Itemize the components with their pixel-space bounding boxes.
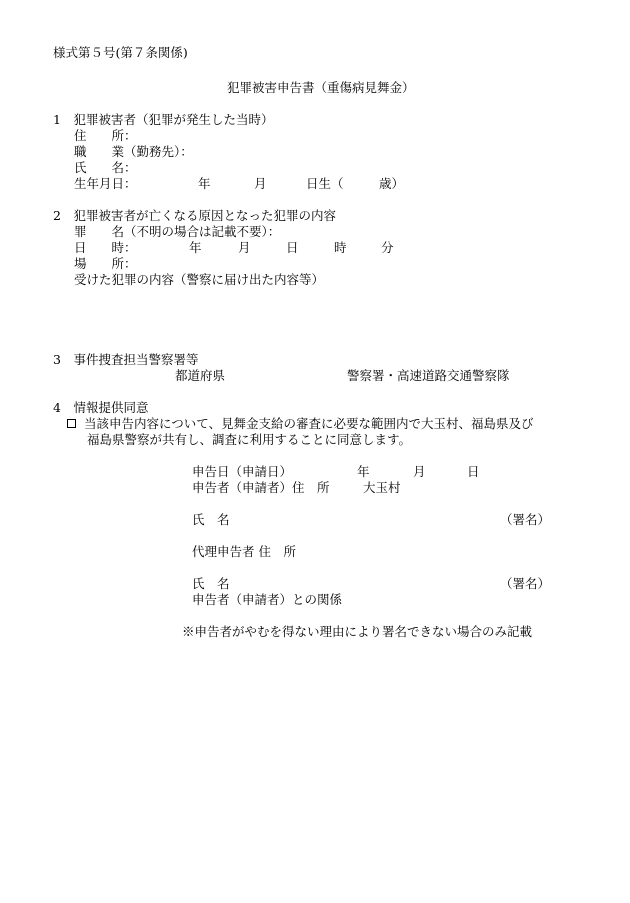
crime-place-label: 場 所： — [74, 256, 137, 271]
agent-signature-mark: （署名） — [500, 576, 551, 591]
consent-checkbox[interactable] — [67, 419, 76, 428]
crime-datetime-label: 日 時： — [74, 240, 137, 255]
section2-heading: 2 犯罪被害者が亡くなる原因となった犯罪の内容 — [53, 208, 336, 223]
applicant-signature-mark: （署名） — [500, 512, 551, 527]
victim-birthdate-label: 生年月日： — [74, 176, 137, 191]
prefecture-label: 都道府県 — [175, 368, 226, 383]
applicant-address-label: 申告者（申請者）住 所 — [192, 480, 330, 495]
application-date-label: 申告日（申請日） — [192, 464, 293, 479]
agent-address-label: 代理申告者 住 所 — [192, 544, 296, 559]
birth-month-unit: 月 — [254, 176, 267, 191]
victim-occupation-label: 職 業（勤務先）： — [74, 144, 193, 159]
crime-month-unit: 月 — [238, 240, 251, 255]
form-number: 様式第５号(第７条関係) — [53, 45, 188, 60]
applicant-name-label: 氏 名 — [192, 512, 230, 527]
victim-address-label: 住 所： — [74, 128, 137, 143]
consent-text-line1: 当該申告内容について、見舞金支給の審査に必要な範囲内で大玉村、福島県及び — [84, 416, 534, 431]
agent-relation-label: 申告者（申請者）との関係 — [192, 592, 343, 607]
birth-day-unit: 日生（ — [306, 176, 344, 191]
police-station-label: 警察署・高速道路交通警察隊 — [347, 368, 510, 383]
form-title: 犯罪被害申告書（重傷病見舞金） — [227, 80, 415, 95]
crime-year-unit: 年 — [189, 240, 202, 255]
application-year-unit: 年 — [357, 464, 370, 479]
application-month-unit: 月 — [413, 464, 426, 479]
applicant-address-value: 大玉村 — [363, 480, 401, 495]
agent-name-label: 氏 名 — [192, 576, 230, 591]
section3-heading: 3 事件捜査担当警察署等 — [53, 352, 199, 367]
section1-heading: 1 犯罪被害者（犯罪が発生した当時） — [53, 112, 274, 127]
section4-heading: 4 情報提供同意 — [53, 400, 149, 415]
signature-note: ※申告者がやむを得ない理由により署名できない場合のみ記載 — [182, 624, 533, 639]
age-unit: 歳） — [379, 176, 405, 191]
consent-text-line2: 福島県警察が共有し、調査に利用することに同意します。 — [87, 432, 412, 447]
crime-hour-unit: 時 — [334, 240, 347, 255]
crime-content-label: 受けた犯罪の内容（警察に届け出た内容等） — [74, 272, 325, 287]
birth-year-unit: 年 — [198, 176, 211, 191]
crime-name-label: 罪 名（不明の場合は記載不要）： — [74, 224, 281, 239]
crime-minute-unit: 分 — [381, 240, 394, 255]
crime-day-unit: 日 — [286, 240, 299, 255]
victim-name-label: 氏 名： — [74, 160, 137, 175]
application-day-unit: 日 — [467, 464, 480, 479]
